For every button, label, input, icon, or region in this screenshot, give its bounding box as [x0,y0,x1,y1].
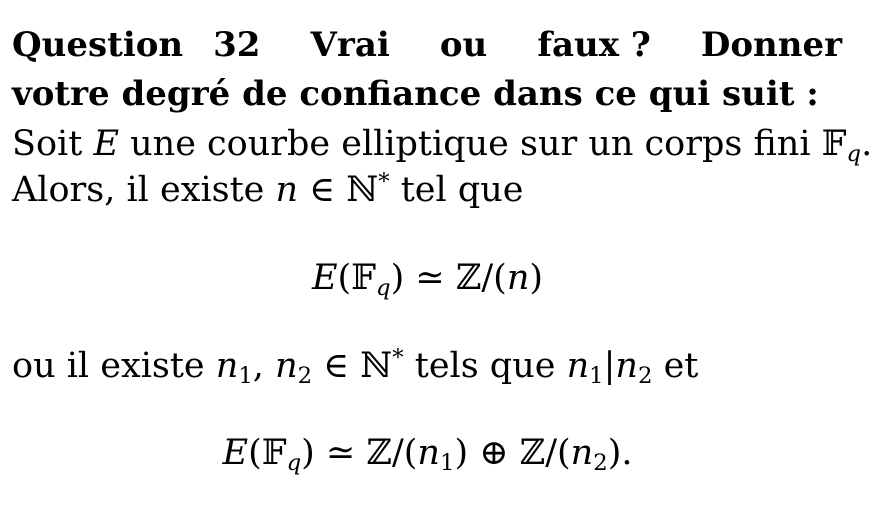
math-superscript: * [392,344,404,371]
math-n: n [275,170,299,210]
math-subscript: q [376,274,391,301]
prompt-word-faux: faux ? [537,25,651,65]
math-n1: n [566,346,590,386]
math-subscript: 2 [297,362,313,389]
math-n2: n [615,346,638,386]
math-in-N: ∈ ℕ [312,346,393,386]
math-text: ) ≃ ℤ/( [390,258,507,298]
text-span: tels que [403,346,567,386]
math-text: ) [529,258,544,298]
math-subscript: 1 [238,362,253,389]
math-n1: n [215,346,239,386]
prompt-word-ou: ou [439,25,488,65]
math-subscript: q [286,449,302,476]
math-in-N: ∈ ℕ [298,170,379,210]
math-Fq: 𝔽 [821,124,847,164]
math-text: (𝔽 [248,433,287,473]
math-text: ) ⊕ ℤ/( [454,433,571,473]
math-subscript: 2 [637,362,653,389]
statement-line-1 [12,124,872,167]
prompt-word-donner: Donner [700,25,842,65]
question-label: Question [12,25,184,65]
text-span: Soit [12,124,94,164]
math-E: E [222,433,249,473]
math-n1: n [417,433,440,473]
math-subscript: q [846,140,862,167]
math-text: (𝔽 [337,258,377,298]
math-E: E [93,124,119,164]
text-span: Alors, il existe [12,170,276,210]
text-span: . [861,124,872,164]
math-text: ). [607,433,633,473]
math-n: n [506,258,530,298]
question-heading [12,25,842,65]
statement-line-2 [12,170,523,210]
math-E: E [311,258,338,298]
math-n2: n [570,433,594,473]
text-span: et [652,346,699,386]
question-number: 32 [213,25,261,65]
question-prompt-line2: votre degré de confiance dans ce qui suit : [12,74,819,114]
equation-direct-sum [0,433,855,476]
math-text: ) ≃ ℤ/( [301,433,418,473]
math-n2: n [275,346,298,386]
text-span: ou il existe [12,346,216,386]
text-span: une courbe elliptique sur un corps fini [119,124,822,164]
text-span: tel que [389,170,524,210]
prompt-word-vrai: Vrai [310,25,390,65]
math-subscript: 2 [593,449,608,476]
question-label-group [12,25,260,65]
math-subscript: 1 [589,362,604,389]
math-superscript: * [378,168,390,195]
equation-cyclic [0,258,855,301]
math-divides: | [603,346,616,386]
text-span: , [252,346,276,386]
math-subscript: 1 [439,449,455,476]
statement-line-3 [12,344,699,389]
